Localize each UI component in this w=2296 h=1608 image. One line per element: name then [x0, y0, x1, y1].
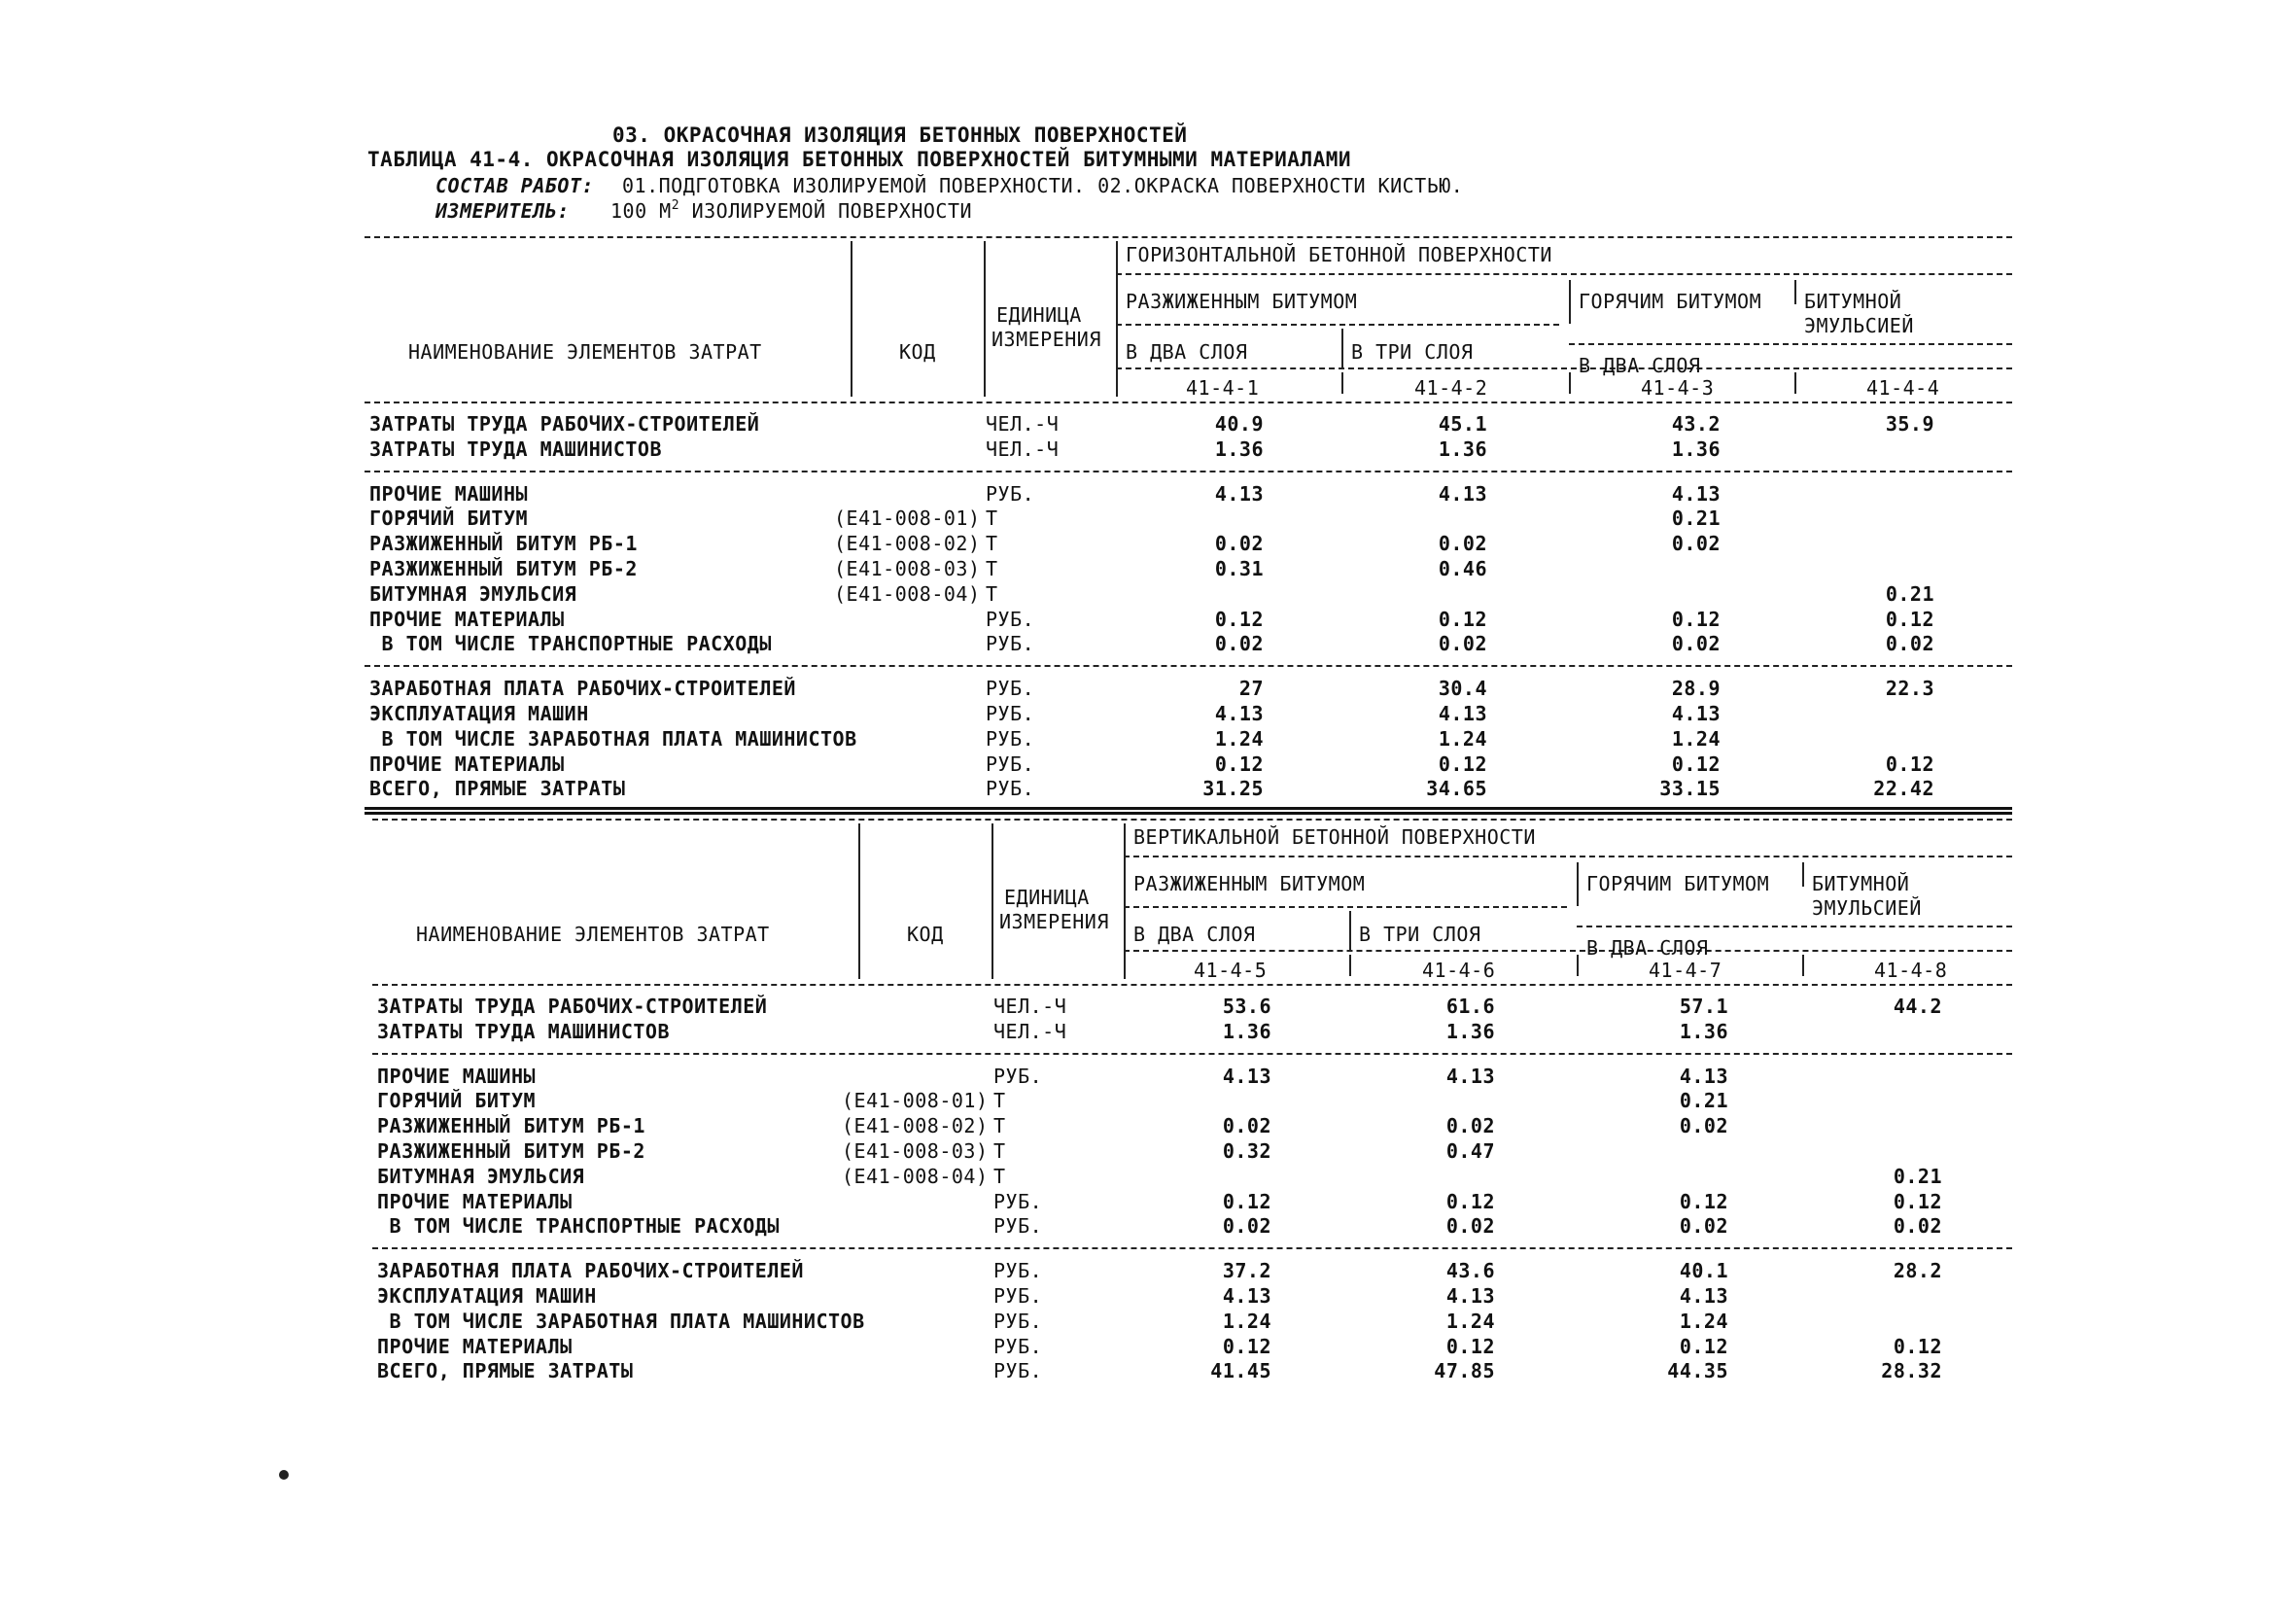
row-value: 1.24: [1445, 1310, 1495, 1333]
row-value: 4.13: [1222, 1065, 1271, 1088]
composition-text: 01.ПОДГОТОВКА ИЗОЛИРУЕМОЙ ПОВЕРХНОСТИ. 02.ОКРАСКА ПОВЕРХНОСТИ КИСТЬЮ.: [622, 174, 1464, 197]
row-value: 0.12: [1222, 1335, 1271, 1358]
row-unit: РУБ.: [986, 777, 1035, 800]
column-divider: [1349, 911, 1351, 950]
group-title: ГОРИЗОНТАЛЬНОЙ БЕТОННОЙ ПОВЕРХНОСТИ: [1126, 243, 1552, 266]
row-value: 27: [1238, 677, 1264, 700]
row-value: 0.12: [1222, 1190, 1271, 1213]
row-code: (Е41-008-01): [842, 1089, 989, 1112]
row-value: 4.13: [1438, 702, 1487, 725]
row-value: 30.4: [1438, 677, 1487, 700]
row-name: РАЗЖИЖЕННЫЙ БИТУМ РБ-2: [377, 1139, 645, 1163]
rule: [1124, 856, 2012, 857]
header-emulsion-line1: БИТУМНОЙ: [1804, 290, 1902, 313]
row-unit: РУБ.: [986, 702, 1035, 725]
group-title: ВЕРТИКАЛЬНОЙ БЕТОННОЙ ПОВЕРХНОСТИ: [1133, 825, 1536, 849]
column-code: 41-4-5: [1194, 959, 1268, 982]
row-value: 28.9: [1671, 677, 1721, 700]
table-separator: [365, 812, 2012, 815]
row-value: 0.31: [1214, 557, 1264, 580]
row-unit: РУБ.: [993, 1259, 1043, 1282]
row-value: 0.12: [1893, 1335, 1942, 1358]
column-divider: [858, 823, 860, 979]
row-value: 4.13: [1222, 1284, 1271, 1308]
row-value: 40.9: [1214, 412, 1264, 436]
row-value: 35.9: [1885, 412, 1934, 436]
row-unit: РУБ.: [986, 608, 1035, 631]
row-value: 0.02: [1438, 632, 1487, 655]
row-value: 1.24: [1222, 1310, 1271, 1333]
row-value: 0.12: [1445, 1190, 1495, 1213]
row-name: РАЗЖИЖЕННЫЙ БИТУМ РБ-2: [369, 557, 638, 580]
row-value: 0.21: [1679, 1089, 1728, 1112]
row-value: 0.12: [1445, 1335, 1495, 1358]
row-value: 4.13: [1214, 702, 1264, 725]
row-value: 0.12: [1214, 608, 1264, 631]
row-value: 0.02: [1438, 532, 1487, 555]
row-value: 0.12: [1885, 752, 1934, 776]
row-value: 57.1: [1679, 995, 1728, 1018]
table-title: ТАБЛИЦА 41-4. ОКРАСОЧНАЯ ИЗОЛЯЦИЯ БЕТОННЫХ ПОВЕРХНОСТЕЙ БИТУМНЫМИ МАТЕРИАЛАМИ: [367, 148, 1352, 171]
row-value: 0.02: [1445, 1114, 1495, 1137]
row-value: 0.12: [1679, 1190, 1728, 1213]
row-name: В ТОМ ЧИСЛЕ ТРАНСПОРТНЫЕ РАСХОДЫ: [377, 1214, 780, 1238]
column-code: 41-4-2: [1414, 376, 1488, 400]
row-value: 0.02: [1679, 1114, 1728, 1137]
row-name: ЗАТРАТЫ ТРУДА РАБОЧИХ-СТРОИТЕЛЕЙ: [377, 995, 768, 1018]
row-value: 34.65: [1426, 777, 1487, 800]
column-code: 41-4-8: [1874, 959, 1948, 982]
column-divider: [1341, 372, 1343, 394]
rule: [365, 236, 2012, 238]
header-three-layers: В ТРИ СЛОЯ: [1359, 923, 1481, 946]
row-name: ЗАТРАТЫ ТРУДА МАШИНИСТОВ: [377, 1020, 670, 1043]
row-code: (Е41-008-04): [842, 1165, 989, 1188]
row-value: 44.35: [1667, 1359, 1728, 1382]
row-name: В ТОМ ЧИСЛЕ ТРАНСПОРТНЫЕ РАСХОДЫ: [369, 632, 772, 655]
row-name: ЭКСПЛУАТАЦИЯ МАШИН: [377, 1284, 597, 1308]
header-unit-line2: ИЗМЕРЕНИЯ: [999, 910, 1109, 933]
row-value: 0.02: [1679, 1214, 1728, 1238]
row-name: ЗАРАБОТНАЯ ПЛАТА РАБОЧИХ-СТРОИТЕЛЕЙ: [369, 677, 796, 700]
row-value: 0.21: [1671, 507, 1721, 530]
header-unit-line1: ЕДИНИЦА: [1004, 886, 1090, 909]
row-value: 0.32: [1222, 1139, 1271, 1163]
row-value: 1.36: [1445, 1020, 1495, 1043]
header-hot-bitumen: ГОРЯЧИМ БИТУМОМ: [1579, 290, 1762, 313]
row-value: 1.36: [1222, 1020, 1271, 1043]
header-unit-line2: ИЗМЕРЕНИЯ: [991, 328, 1101, 351]
column-divider: [1569, 372, 1571, 394]
meter-value: 100 М: [610, 199, 672, 223]
row-unit: ЧЕЛ.-Ч: [993, 1020, 1067, 1043]
header-emulsion-line1: БИТУМНОЙ: [1812, 872, 1910, 895]
column-divider: [1794, 372, 1796, 394]
header-code-column: КОД: [907, 923, 944, 946]
row-unit: ЧЕЛ.-Ч: [986, 412, 1060, 436]
column-code: 41-4-1: [1186, 376, 1260, 400]
rule: [372, 1247, 2012, 1249]
row-unit: РУБ.: [986, 727, 1035, 751]
row-code: (Е41-008-02): [834, 532, 981, 555]
row-value: 41.45: [1210, 1359, 1271, 1382]
row-unit: РУБ.: [993, 1214, 1043, 1238]
row-value: 0.12: [1671, 752, 1721, 776]
row-value: 0.21: [1885, 582, 1934, 606]
row-name: ВСЕГО, ПРЯМЫЕ ЗАТРАТЫ: [377, 1359, 634, 1382]
row-value: 0.02: [1214, 632, 1264, 655]
row-value: 0.02: [1671, 532, 1721, 555]
meter-rest: ИЗОЛИРУЕМОЙ ПОВЕРХНОСТИ: [679, 199, 973, 223]
rule: [1124, 950, 2012, 952]
row-value: 0.02: [1214, 532, 1264, 555]
row-unit: РУБ.: [993, 1335, 1043, 1358]
row-value: 4.13: [1679, 1065, 1728, 1088]
row-unit: РУБ.: [993, 1065, 1043, 1088]
header-two-layers-hot: В ДВА СЛОЯ: [1586, 936, 1709, 960]
row-value: 4.13: [1214, 482, 1264, 506]
row-name: ВСЕГО, ПРЯМЫЕ ЗАТРАТЫ: [369, 777, 626, 800]
row-value: 31.25: [1202, 777, 1264, 800]
meter-sup: 2: [671, 198, 680, 213]
row-value: 40.1: [1679, 1259, 1728, 1282]
row-value: 1.36: [1671, 437, 1721, 461]
row-unit: Т: [986, 582, 998, 606]
row-name: В ТОМ ЧИСЛЕ ЗАРАБОТНАЯ ПЛАТА МАШИНИСТОВ: [377, 1310, 865, 1333]
row-code: (Е41-008-02): [842, 1114, 989, 1137]
row-value: 0.02: [1893, 1214, 1942, 1238]
row-name: ПРОЧИЕ МАШИНЫ: [369, 482, 529, 506]
row-value: 45.1: [1438, 412, 1487, 436]
row-value: 37.2: [1222, 1259, 1271, 1282]
row-name: ЭКСПЛУАТАЦИЯ МАШИН: [369, 702, 589, 725]
row-unit: Т: [993, 1139, 1006, 1163]
row-value: 4.13: [1671, 702, 1721, 725]
row-code: (Е41-008-03): [834, 557, 981, 580]
row-value: 0.12: [1214, 752, 1264, 776]
margin-mark: [279, 1470, 289, 1480]
rule: [372, 984, 2012, 986]
row-value: 33.15: [1659, 777, 1721, 800]
row-value: 1.36: [1438, 437, 1487, 461]
header-three-layers: В ТРИ СЛОЯ: [1351, 340, 1474, 364]
rule: [372, 1053, 2012, 1055]
rule: [365, 665, 2012, 667]
column-divider: [991, 823, 993, 979]
row-unit: РУБ.: [986, 752, 1035, 776]
row-value: 0.21: [1893, 1165, 1942, 1188]
row-unit: РУБ.: [993, 1310, 1043, 1333]
rule: [1116, 367, 2012, 369]
composition-label: СОСТАВ РАБОТ:: [435, 174, 595, 197]
column-divider: [1802, 955, 1804, 976]
row-value: 0.12: [1671, 608, 1721, 631]
rule: [1569, 343, 2012, 345]
row-unit: РУБ.: [986, 632, 1035, 655]
row-unit: Т: [986, 507, 998, 530]
row-unit: Т: [993, 1089, 1006, 1112]
row-unit: РУБ.: [993, 1190, 1043, 1213]
row-value: 0.12: [1893, 1190, 1942, 1213]
row-name: БИТУМНАЯ ЭМУЛЬСИЯ: [369, 582, 577, 606]
header-name-column: НАИМЕНОВАНИЕ ЭЛЕМЕНТОВ ЗАТРАТ: [416, 923, 770, 946]
row-value: 0.02: [1671, 632, 1721, 655]
row-value: 4.13: [1445, 1065, 1495, 1088]
row-value: 4.13: [1671, 482, 1721, 506]
row-value: 0.02: [1445, 1214, 1495, 1238]
rule: [1116, 324, 1559, 326]
row-value: 0.12: [1679, 1335, 1728, 1358]
row-value: 0.47: [1445, 1139, 1495, 1163]
row-value: 0.02: [1222, 1114, 1271, 1137]
row-value: 1.24: [1671, 727, 1721, 751]
rule: [1116, 273, 2012, 275]
meter-text: [610, 200, 972, 226]
table-separator: [365, 807, 2012, 810]
row-value: 0.46: [1438, 557, 1487, 580]
row-name: ПРОЧИЕ МАТЕРИАЛЫ: [369, 608, 565, 631]
row-unit: РУБ.: [986, 482, 1035, 506]
row-value: 28.32: [1881, 1359, 1942, 1382]
column-code: 41-4-3: [1641, 376, 1715, 400]
row-value: 1.36: [1679, 1020, 1728, 1043]
row-value: 0.12: [1438, 752, 1487, 776]
row-value: 22.3: [1885, 677, 1934, 700]
section-title: 03. ОКРАСОЧНАЯ ИЗОЛЯЦИЯ БЕТОННЫХ ПОВЕРХНОСТЕЙ: [612, 123, 1188, 147]
row-value: 43.2: [1671, 412, 1721, 436]
row-unit: Т: [986, 557, 998, 580]
row-unit: Т: [993, 1165, 1006, 1188]
row-value: 0.12: [1885, 608, 1934, 631]
row-unit: Т: [993, 1114, 1006, 1137]
rule: [372, 819, 2012, 821]
row-value: 1.24: [1679, 1310, 1728, 1333]
meter-label: ИЗМЕРИТЕЛЬ:: [435, 199, 570, 223]
row-name: БИТУМНАЯ ЭМУЛЬСИЯ: [377, 1165, 585, 1188]
column-divider: [1124, 823, 1126, 979]
column-divider: [1349, 955, 1351, 976]
column-divider: [1116, 241, 1118, 397]
row-unit: ЧЕЛ.-Ч: [993, 995, 1067, 1018]
rule: [1124, 906, 1567, 908]
row-name: ГОРЯЧИЙ БИТУМ: [369, 507, 529, 530]
column-divider: [1794, 280, 1796, 304]
row-value: 0.12: [1438, 608, 1487, 631]
row-value: 4.13: [1438, 482, 1487, 506]
column-divider: [1569, 280, 1571, 324]
header-hot-bitumen: ГОРЯЧИМ БИТУМОМ: [1586, 872, 1770, 895]
row-name: ПРОЧИЕ МАТЕРИАЛЫ: [369, 752, 565, 776]
row-value: 44.2: [1893, 995, 1942, 1018]
row-value: 43.6: [1445, 1259, 1495, 1282]
row-name: В ТОМ ЧИСЛЕ ЗАРАБОТНАЯ ПЛАТА МАШИНИСТОВ: [369, 727, 857, 751]
column-code: 41-4-7: [1649, 959, 1722, 982]
row-value: 22.42: [1873, 777, 1934, 800]
row-value: 0.02: [1222, 1214, 1271, 1238]
header-two-layers: В ДВА СЛОЯ: [1126, 340, 1248, 364]
header-code-column: КОД: [899, 340, 936, 364]
column-code: 41-4-4: [1866, 376, 1940, 400]
header-two-layers-hot: В ДВА СЛОЯ: [1579, 354, 1701, 377]
row-code: (Е41-008-04): [834, 582, 981, 606]
row-value: 53.6: [1222, 995, 1271, 1018]
column-divider: [1341, 329, 1343, 367]
column-code: 41-4-6: [1422, 959, 1496, 982]
header-unit-line1: ЕДИНИЦА: [996, 303, 1082, 327]
rule: [1577, 926, 2012, 927]
row-value: 1.36: [1214, 437, 1264, 461]
row-name: ГОРЯЧИЙ БИТУМ: [377, 1089, 537, 1112]
row-value: 4.13: [1445, 1284, 1495, 1308]
row-value: 0.02: [1885, 632, 1934, 655]
header-two-layers: В ДВА СЛОЯ: [1133, 923, 1256, 946]
header-name-column: НАИМЕНОВАНИЕ ЭЛЕМЕНТОВ ЗАТРАТ: [408, 340, 762, 364]
header-diluted-bitumen: РАЗЖИЖЕННЫМ БИТУМОМ: [1133, 872, 1366, 895]
column-divider: [984, 241, 986, 397]
row-name: ЗАРАБОТНАЯ ПЛАТА РАБОЧИХ-СТРОИТЕЛЕЙ: [377, 1259, 804, 1282]
row-name: РАЗЖИЖЕННЫЙ БИТУМ РБ-1: [377, 1114, 645, 1137]
row-value: 1.24: [1214, 727, 1264, 751]
row-unit: РУБ.: [986, 677, 1035, 700]
rule: [365, 471, 2012, 472]
header-diluted-bitumen: РАЗЖИЖЕННЫМ БИТУМОМ: [1126, 290, 1358, 313]
row-value: 61.6: [1445, 995, 1495, 1018]
row-unit: РУБ.: [993, 1359, 1043, 1382]
header-emulsion-line2: ЭМУЛЬСИЕЙ: [1812, 896, 1922, 920]
row-value: 47.85: [1434, 1359, 1495, 1382]
row-unit: РУБ.: [993, 1284, 1043, 1308]
row-name: ПРОЧИЕ МАТЕРИАЛЫ: [377, 1335, 573, 1358]
column-divider: [1802, 862, 1804, 887]
row-name: ЗАТРАТЫ ТРУДА РАБОЧИХ-СТРОИТЕЛЕЙ: [369, 412, 760, 436]
row-value: 28.2: [1893, 1259, 1942, 1282]
row-name: ПРОЧИЕ МАШИНЫ: [377, 1065, 537, 1088]
row-code: (Е41-008-01): [834, 507, 981, 530]
column-divider: [1577, 862, 1579, 906]
row-value: 1.24: [1438, 727, 1487, 751]
row-unit: ЧЕЛ.-Ч: [986, 437, 1060, 461]
rule: [365, 402, 2012, 403]
column-divider: [851, 241, 852, 397]
row-name: РАЗЖИЖЕННЫЙ БИТУМ РБ-1: [369, 532, 638, 555]
row-name: ПРОЧИЕ МАТЕРИАЛЫ: [377, 1190, 573, 1213]
row-code: (Е41-008-03): [842, 1139, 989, 1163]
header-emulsion-line2: ЭМУЛЬСИЕЙ: [1804, 314, 1914, 337]
row-value: 4.13: [1679, 1284, 1728, 1308]
row-unit: Т: [986, 532, 998, 555]
column-divider: [1577, 955, 1579, 976]
row-name: ЗАТРАТЫ ТРУДА МАШИНИСТОВ: [369, 437, 662, 461]
